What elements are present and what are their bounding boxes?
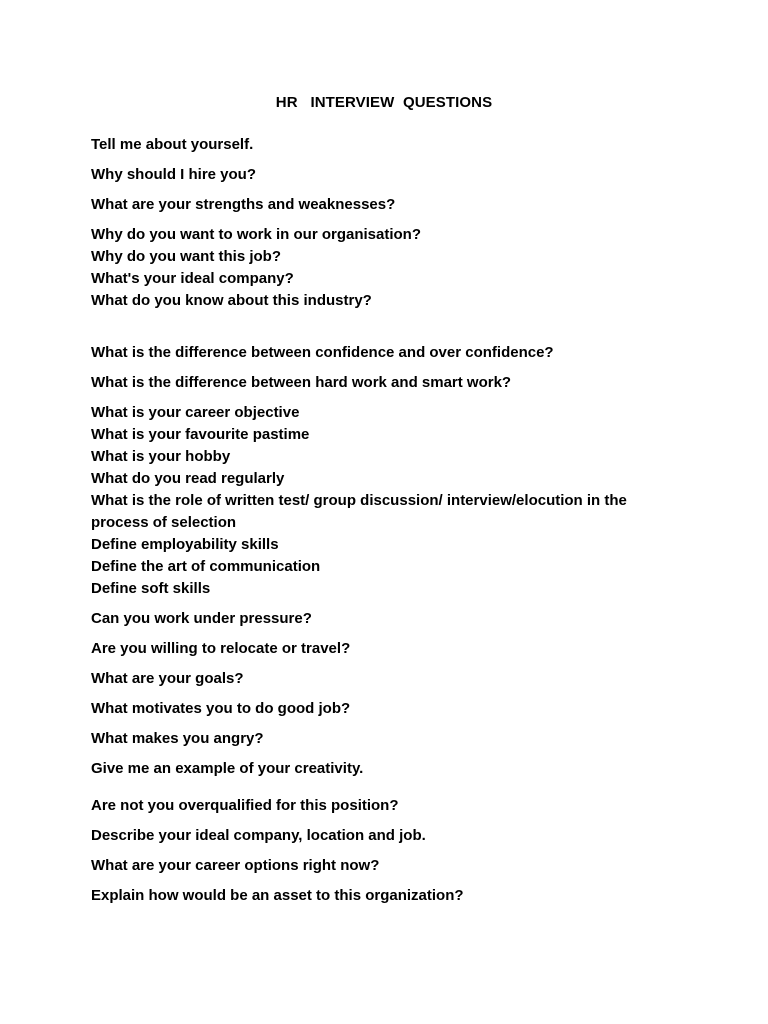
question-line: Define soft skills <box>91 580 211 597</box>
question-line: Why do you want this job? <box>91 248 281 265</box>
question-line: What makes you angry? <box>91 730 264 747</box>
question-line: What are your goals? <box>91 670 244 687</box>
question-line: Give me an example of your creativity. <box>91 760 364 777</box>
question-line: What is your favourite pastime <box>91 426 310 443</box>
question-line: Are not you overqualified for this position? <box>91 797 399 814</box>
question-line: Are you willing to relocate or travel? <box>91 640 351 657</box>
question-line: Define employability skills <box>91 536 279 553</box>
question-line: What motivates you to do good job? <box>91 700 351 717</box>
question-line: What do you know about this industry? <box>91 292 372 309</box>
question-line: What are your career options right now? <box>91 857 380 874</box>
question-line: What is the difference between confidence and over confidence? <box>91 344 554 361</box>
question-line: What is the role of written test/ group discussion/ interview/elocution in the <box>91 492 627 509</box>
question-line: What is your career objective <box>91 404 300 421</box>
question-line: Describe your ideal company, location and job. <box>91 827 426 844</box>
question-line: What do you read regularly <box>91 470 285 487</box>
question-line: Why should I hire you? <box>91 166 256 183</box>
question-line: What is the difference between hard work and smart work? <box>91 374 512 391</box>
question-line: Why do you want to work in our organisation? <box>91 226 421 243</box>
question-line: process of selection <box>91 514 237 531</box>
question-line: Explain how would be an asset to this organization? <box>91 887 464 904</box>
question-line: What's your ideal company? <box>91 270 294 287</box>
question-line: Can you work under pressure? <box>91 610 312 627</box>
question-line: What is your hobby <box>91 448 231 465</box>
page-title: HR INTERVIEW QUESTIONS <box>275 94 493 111</box>
question-line: Tell me about yourself. <box>91 136 254 153</box>
question-line: Define the art of communication <box>91 558 321 575</box>
question-line: What are your strengths and weaknesses? <box>91 196 396 213</box>
